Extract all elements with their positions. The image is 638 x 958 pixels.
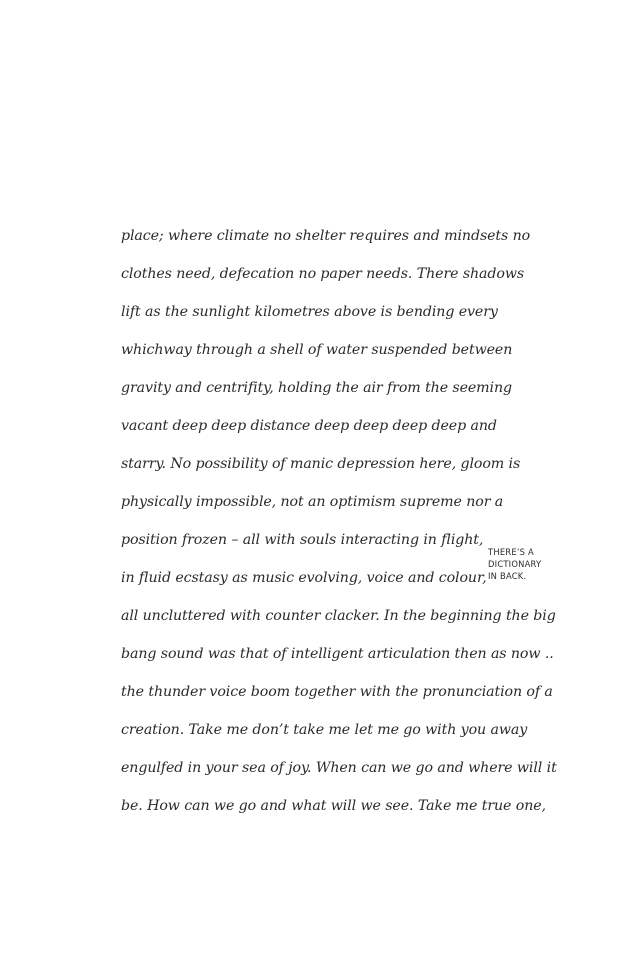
text-line: position frozen – all with souls interacting in flight, — [121, 532, 484, 548]
text-line: bang sound was that of intelligent articulation then as now .. — [121, 646, 554, 662]
text-line: lift as the sunlight kilometres above is bending every — [121, 304, 498, 320]
text-line: whichway through a shell of water suspended between — [121, 342, 513, 358]
text-line: clothes need, defecation no paper needs. There shadows — [121, 266, 525, 282]
text-line: all uncluttered with counter clacker. In the beginning the big — [121, 608, 556, 624]
margin-note-line: DICTIONARY — [488, 559, 542, 569]
text-line: in fluid ecstasy as music evolving, voice and colour, — [121, 570, 487, 586]
text-line: gravity and centrifity, holding the air from the seeming — [121, 380, 512, 396]
text-line: creation. Take me don’t take me let me go with you away — [121, 722, 528, 738]
text-line: the thunder voice boom together with the pronunciation of a — [121, 684, 553, 700]
text-line: vacant deep deep distance deep deep deep deep and — [121, 418, 497, 434]
margin-note-line: THERE’S A — [488, 547, 534, 557]
text-line: place; where climate no shelter requires and mindsets no — [121, 228, 531, 244]
text-line: be. How can we go and what will we see. Take me true one, — [121, 798, 546, 814]
text-line: physically impossible, not an optimism supreme nor a — [121, 494, 504, 510]
margin-note-line: IN BACK. — [488, 571, 527, 581]
margin-note — [488, 546, 568, 582]
text-line: engulfed in your sea of joy. When can we go and where will it — [121, 760, 557, 776]
text-line: starry. No possibility of manic depression here, gloom is — [121, 456, 521, 472]
